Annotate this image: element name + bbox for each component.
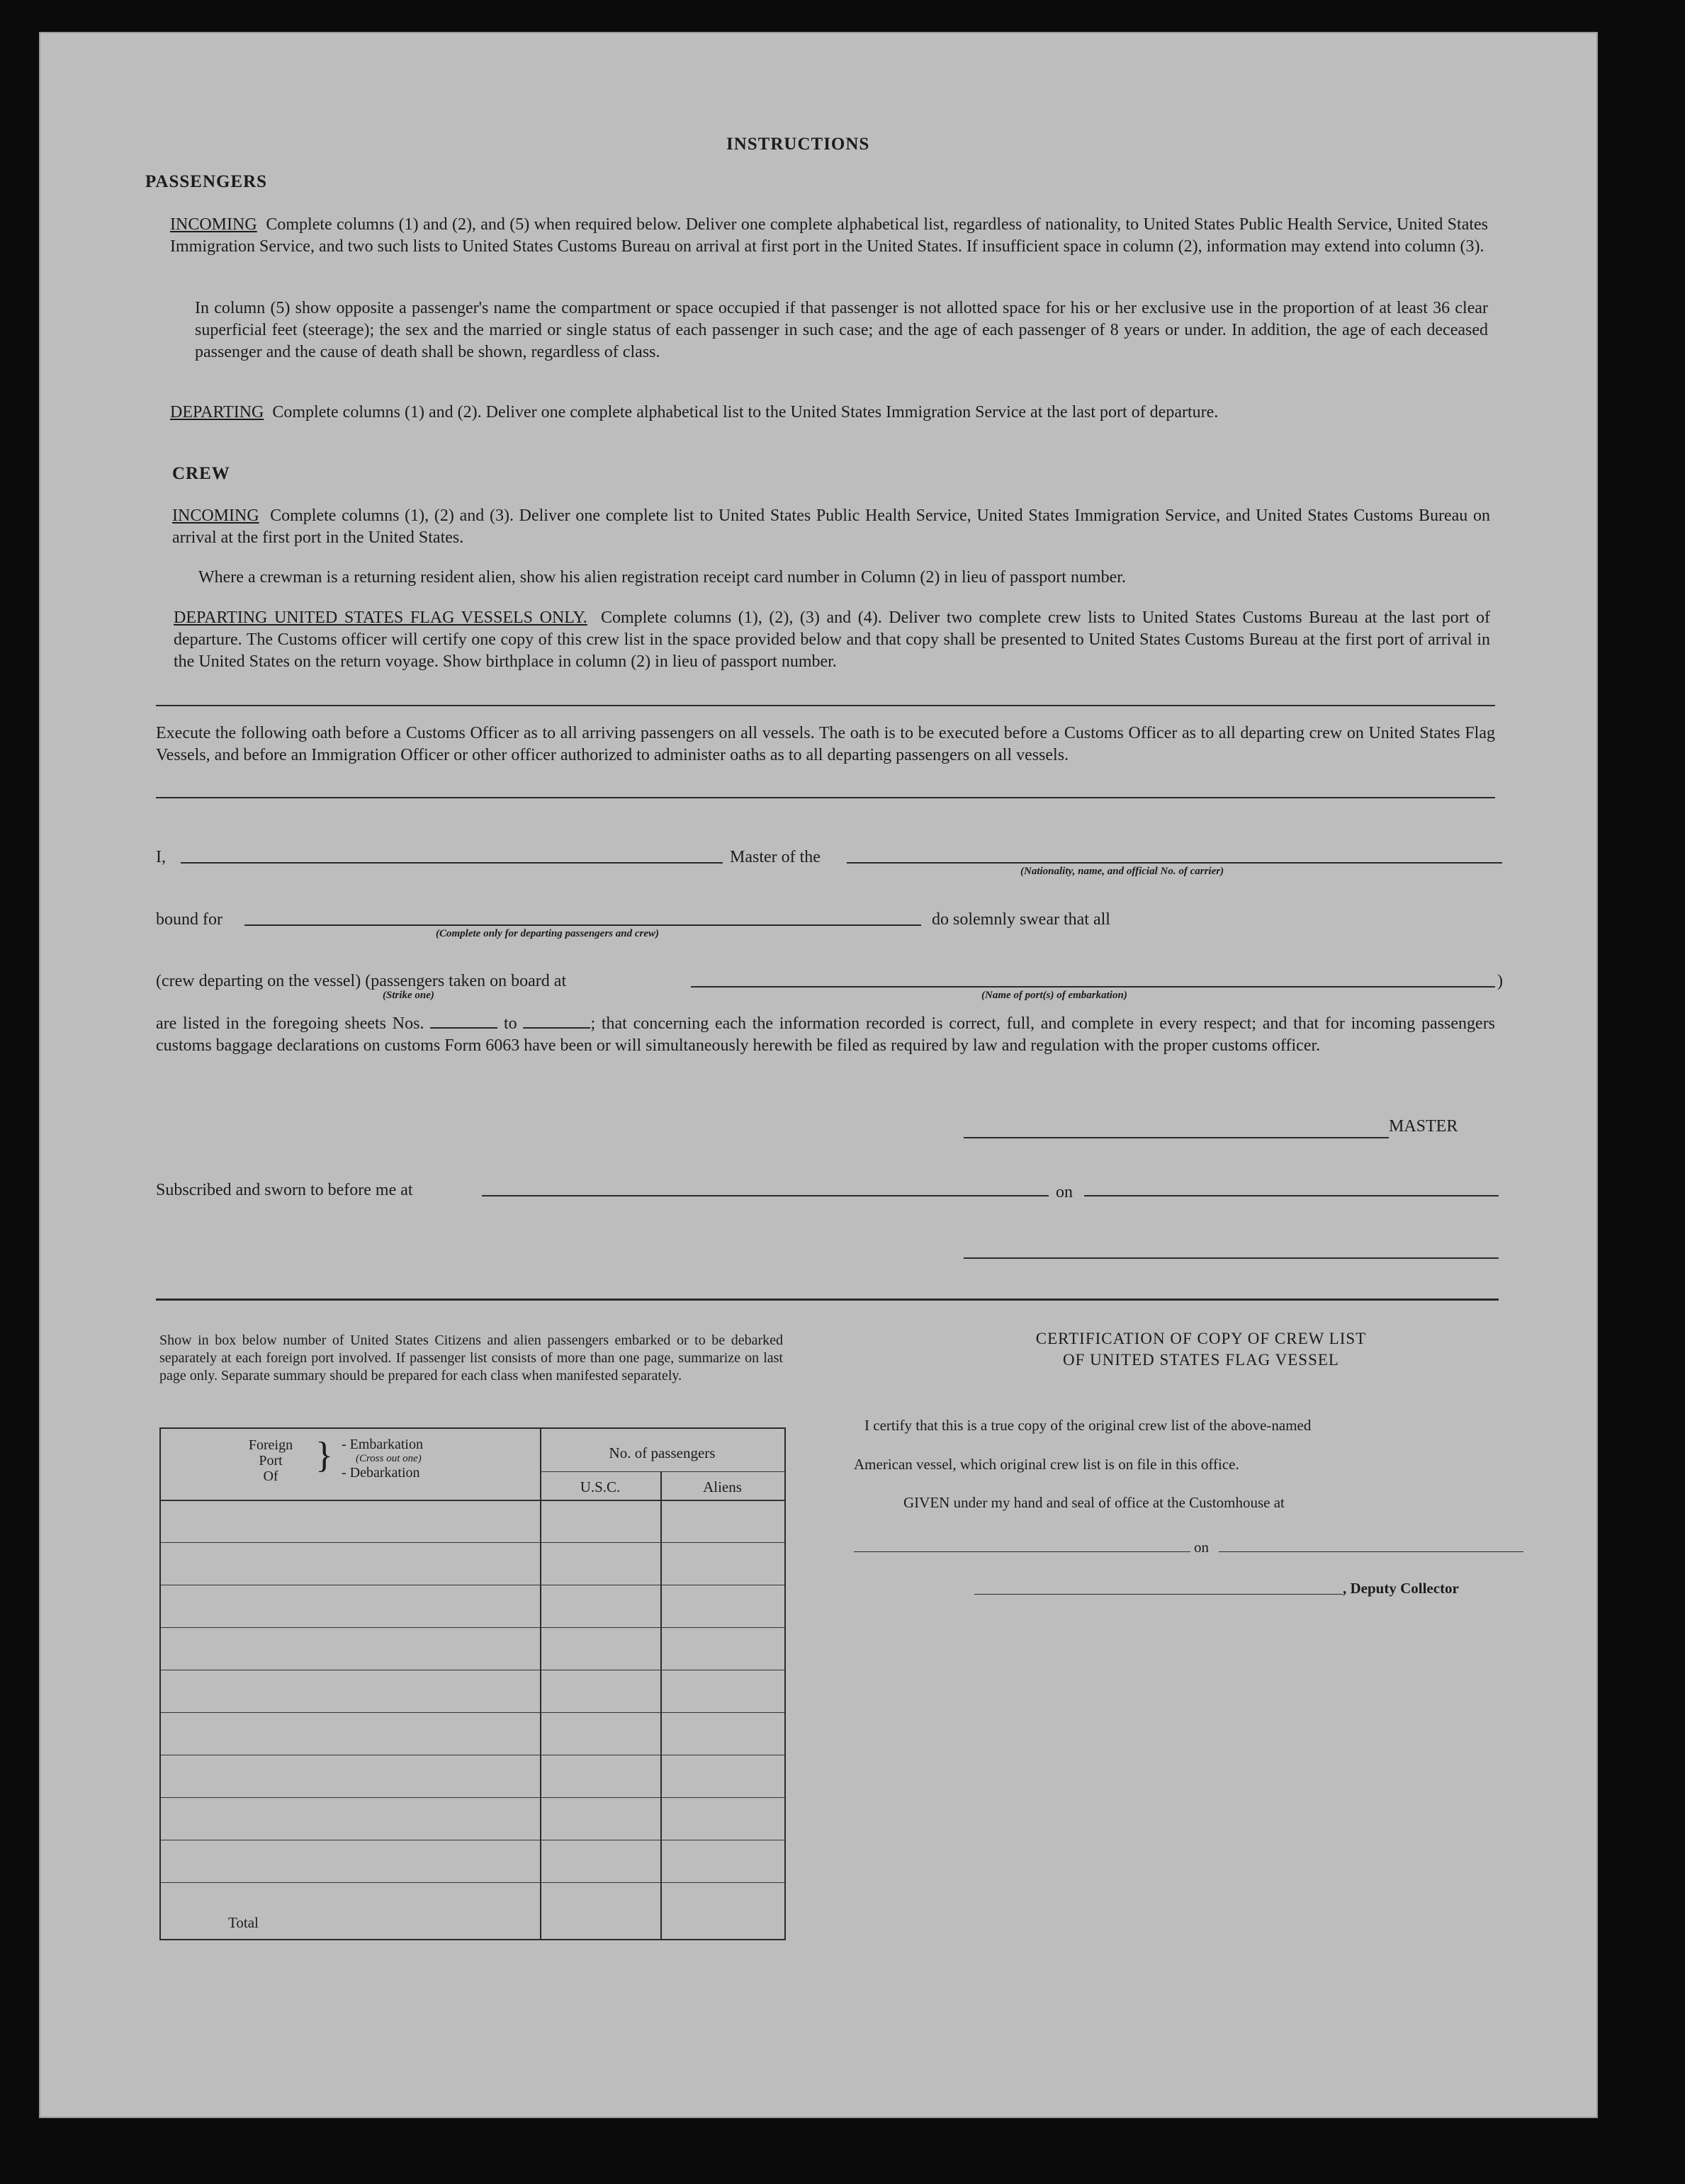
divider-instructions xyxy=(156,705,1495,706)
oath-i-label: I, xyxy=(156,848,166,866)
cross-out-caption: (Cross out one) xyxy=(356,1453,422,1464)
table-row xyxy=(161,1627,784,1628)
ports-caption: (Name of port(s) of embarkation) xyxy=(981,990,1127,1001)
crew-incoming-paragraph xyxy=(172,505,1490,549)
divider-summary xyxy=(156,1298,1499,1301)
brace-icon: } xyxy=(315,1435,333,1476)
passengers-departing-paragraph xyxy=(170,402,1488,424)
subscribed-label: Subscribed and sworn to before me at xyxy=(156,1181,413,1199)
officer-signature-line[interactable] xyxy=(964,1257,1499,1259)
oath-swear: do solemnly swear that all xyxy=(932,910,1110,929)
american-vessel-text: American vessel, which original crew list is on file in this office. xyxy=(854,1456,1239,1473)
crew-departing-text: Complete columns (1), (2), (3) and (4). Deliver two complete crew lists to United States Customs Bureau at the last port of departure. The Customs officer will certify one copy of this crew list in the space provided below and that copy shall be presented to United States Customs Bureau at the first port of arrival in the United States on the return voyage. Show birthplace in column (2) in lieu of passport number. xyxy=(174,609,1490,671)
no-of-passengers-header: No. of passengers xyxy=(609,1444,716,1461)
deputy-signature-line[interactable] xyxy=(974,1594,1343,1595)
passengers-departing-label: DEPARTING xyxy=(170,403,264,421)
table-subheader-line xyxy=(540,1471,784,1472)
passengers-column5-paragraph: In column (5) show opposite a passenger's name the compartment or space occupied if that passenger is not allotted space for his or her exclusive use in the proportion of at least 36 clear superficial feet (steerage); the sex and the married or single status of each passenger in such case; and the age of each passenger of 8 years or under. In addition, the age of each deceased passenger and the cause of death shall be shown, regardless of class. xyxy=(195,299,1488,361)
crew-heading: CREW xyxy=(172,464,230,483)
oath-listed-a: are listed in the foregoing sheets Nos. xyxy=(156,1014,424,1033)
crew-incoming-text: Complete columns (1), (2) and (3). Deliver one complete list to United States Public Health Service, United States Immigration Service, and United States Customs Bureau on arrival at the first port in the United States. xyxy=(172,507,1491,547)
sheet-from-field[interactable] xyxy=(430,1014,497,1029)
passenger-summary-table xyxy=(159,1427,786,1940)
oath-listed-paragraph xyxy=(156,1013,1495,1057)
crew-departing-paragraph xyxy=(174,607,1490,673)
passengers-incoming-text: Complete columns (1) and (2), and (5) when required below. Deliver one complete alphabetical list, regardless of nationality, to United States Public Health Service, United States Immigration Service, and two such lists to United States Customs Bureau on arrival at first port in the United States. If insufficient space in column (2), information may extend into column (3). xyxy=(170,215,1489,256)
summary-instructions: Show in box below number of United States Citizens and alien passengers embarked or to be debarked separately at each foreign port involved. If passenger list consists of more than one page, summarize on last page only. Separate summary should be prepared for each class when manifested separately. xyxy=(159,1333,783,1384)
crew-incoming-label: INCOMING xyxy=(172,507,259,525)
certification-title xyxy=(918,1328,1484,1371)
table-col-divider-2 xyxy=(660,1471,662,1939)
passengers-heading: PASSENGERS xyxy=(145,172,268,191)
embarkation-ports-field[interactable] xyxy=(691,986,1495,988)
certification-on: on xyxy=(1194,1539,1209,1556)
master-name-field[interactable] xyxy=(181,862,723,864)
table-row xyxy=(161,1882,784,1883)
bound-for-caption: (Complete only for departing passengers and crew) xyxy=(436,928,659,939)
master-signature-line[interactable] xyxy=(964,1137,1389,1138)
aliens-header: Aliens xyxy=(703,1478,742,1495)
embarkation-label: - Embarkation xyxy=(342,1437,423,1452)
debarkation-label: - Debarkation xyxy=(342,1465,420,1481)
page-title: INSTRUCTIONS xyxy=(726,135,870,154)
sheet-to-field[interactable] xyxy=(523,1014,590,1029)
carrier-caption: (Nationality, name, and official No. of carrier) xyxy=(1020,866,1224,877)
strike-one-caption: (Strike one) xyxy=(383,990,434,1001)
oath-master-of-the: Master of the xyxy=(730,848,821,866)
passengers-departing-text: Complete columns (1) and (2). Deliver one complete alphabetical list to the United States Immigration Service at the last port of departure. xyxy=(272,403,1219,421)
oath-listed-to: to xyxy=(504,1014,517,1033)
certification-title-line2: OF UNITED STATES FLAG VESSEL xyxy=(1063,1351,1339,1369)
of-label: Of xyxy=(263,1469,278,1484)
deputy-collector-label: , Deputy Collector xyxy=(1343,1580,1459,1597)
passengers-incoming-label: INCOMING xyxy=(170,215,257,234)
sworn-place-field[interactable] xyxy=(482,1195,1049,1196)
table-header-line xyxy=(161,1500,784,1501)
divider-oath xyxy=(156,797,1495,798)
certification-date-field[interactable] xyxy=(1219,1551,1523,1552)
subscribed-on: on xyxy=(1056,1183,1073,1201)
certify-text: I certify that this is a true copy of the original crew list of the above-named xyxy=(864,1417,1312,1434)
table-col-divider xyxy=(540,1429,541,1939)
crew-departing-label: DEPARTING UNITED STATES FLAG VESSELS ONLY. xyxy=(174,609,587,627)
bound-for-field[interactable] xyxy=(244,924,921,926)
crew-resident-paragraph: Where a crewman is a returning resident alien, show his alien registration receipt card number in Column (2) in lieu of passport number. xyxy=(198,568,1126,587)
foreign-port-of-label xyxy=(235,1437,306,1484)
close-paren: ) xyxy=(1497,972,1503,990)
passengers-incoming-paragraph xyxy=(170,214,1488,258)
table-row xyxy=(161,1712,784,1713)
carrier-field[interactable] xyxy=(847,862,1502,864)
certification-title-line1: CERTIFICATION OF COPY OF CREW LIST xyxy=(1035,1330,1367,1347)
table-row xyxy=(161,1797,784,1798)
total-label: Total xyxy=(228,1914,259,1931)
customhouse-field[interactable] xyxy=(854,1551,1190,1552)
oath-listed-b: ; that concerning each the information recorded is correct, full, and complete in every respect; and that for incoming passengers customs baggage declarations on customs Form 6063 have been or will simultaneously herewith be filed as required by law and regulation with the proper customs officer. xyxy=(156,1014,1496,1055)
oath-crew-departing: (crew departing on the vessel) (passengers taken on board at xyxy=(156,972,567,990)
master-label: MASTER xyxy=(1389,1117,1458,1136)
sworn-date-field[interactable] xyxy=(1084,1195,1499,1196)
oath-bound-for: bound for xyxy=(156,910,222,929)
port-label: Port xyxy=(259,1453,283,1469)
foreign-label: Foreign xyxy=(248,1437,293,1453)
table-row xyxy=(161,1542,784,1543)
usc-header: U.S.C. xyxy=(580,1478,621,1495)
embarkation-group xyxy=(342,1437,423,1480)
oath-intro: Execute the following oath before a Customs Officer as to all arriving passengers on all vessels. The oath is to be executed before a Customs Officer as to all departing crew on United States Flag Vessels, and before an Immigration Officer or other officer authorized to administer oaths as to all departing passengers on all vessels. xyxy=(156,724,1495,764)
given-text: GIVEN under my hand and seal of office at the Customhouse at xyxy=(903,1494,1285,1511)
form-sheet xyxy=(39,32,1598,2118)
